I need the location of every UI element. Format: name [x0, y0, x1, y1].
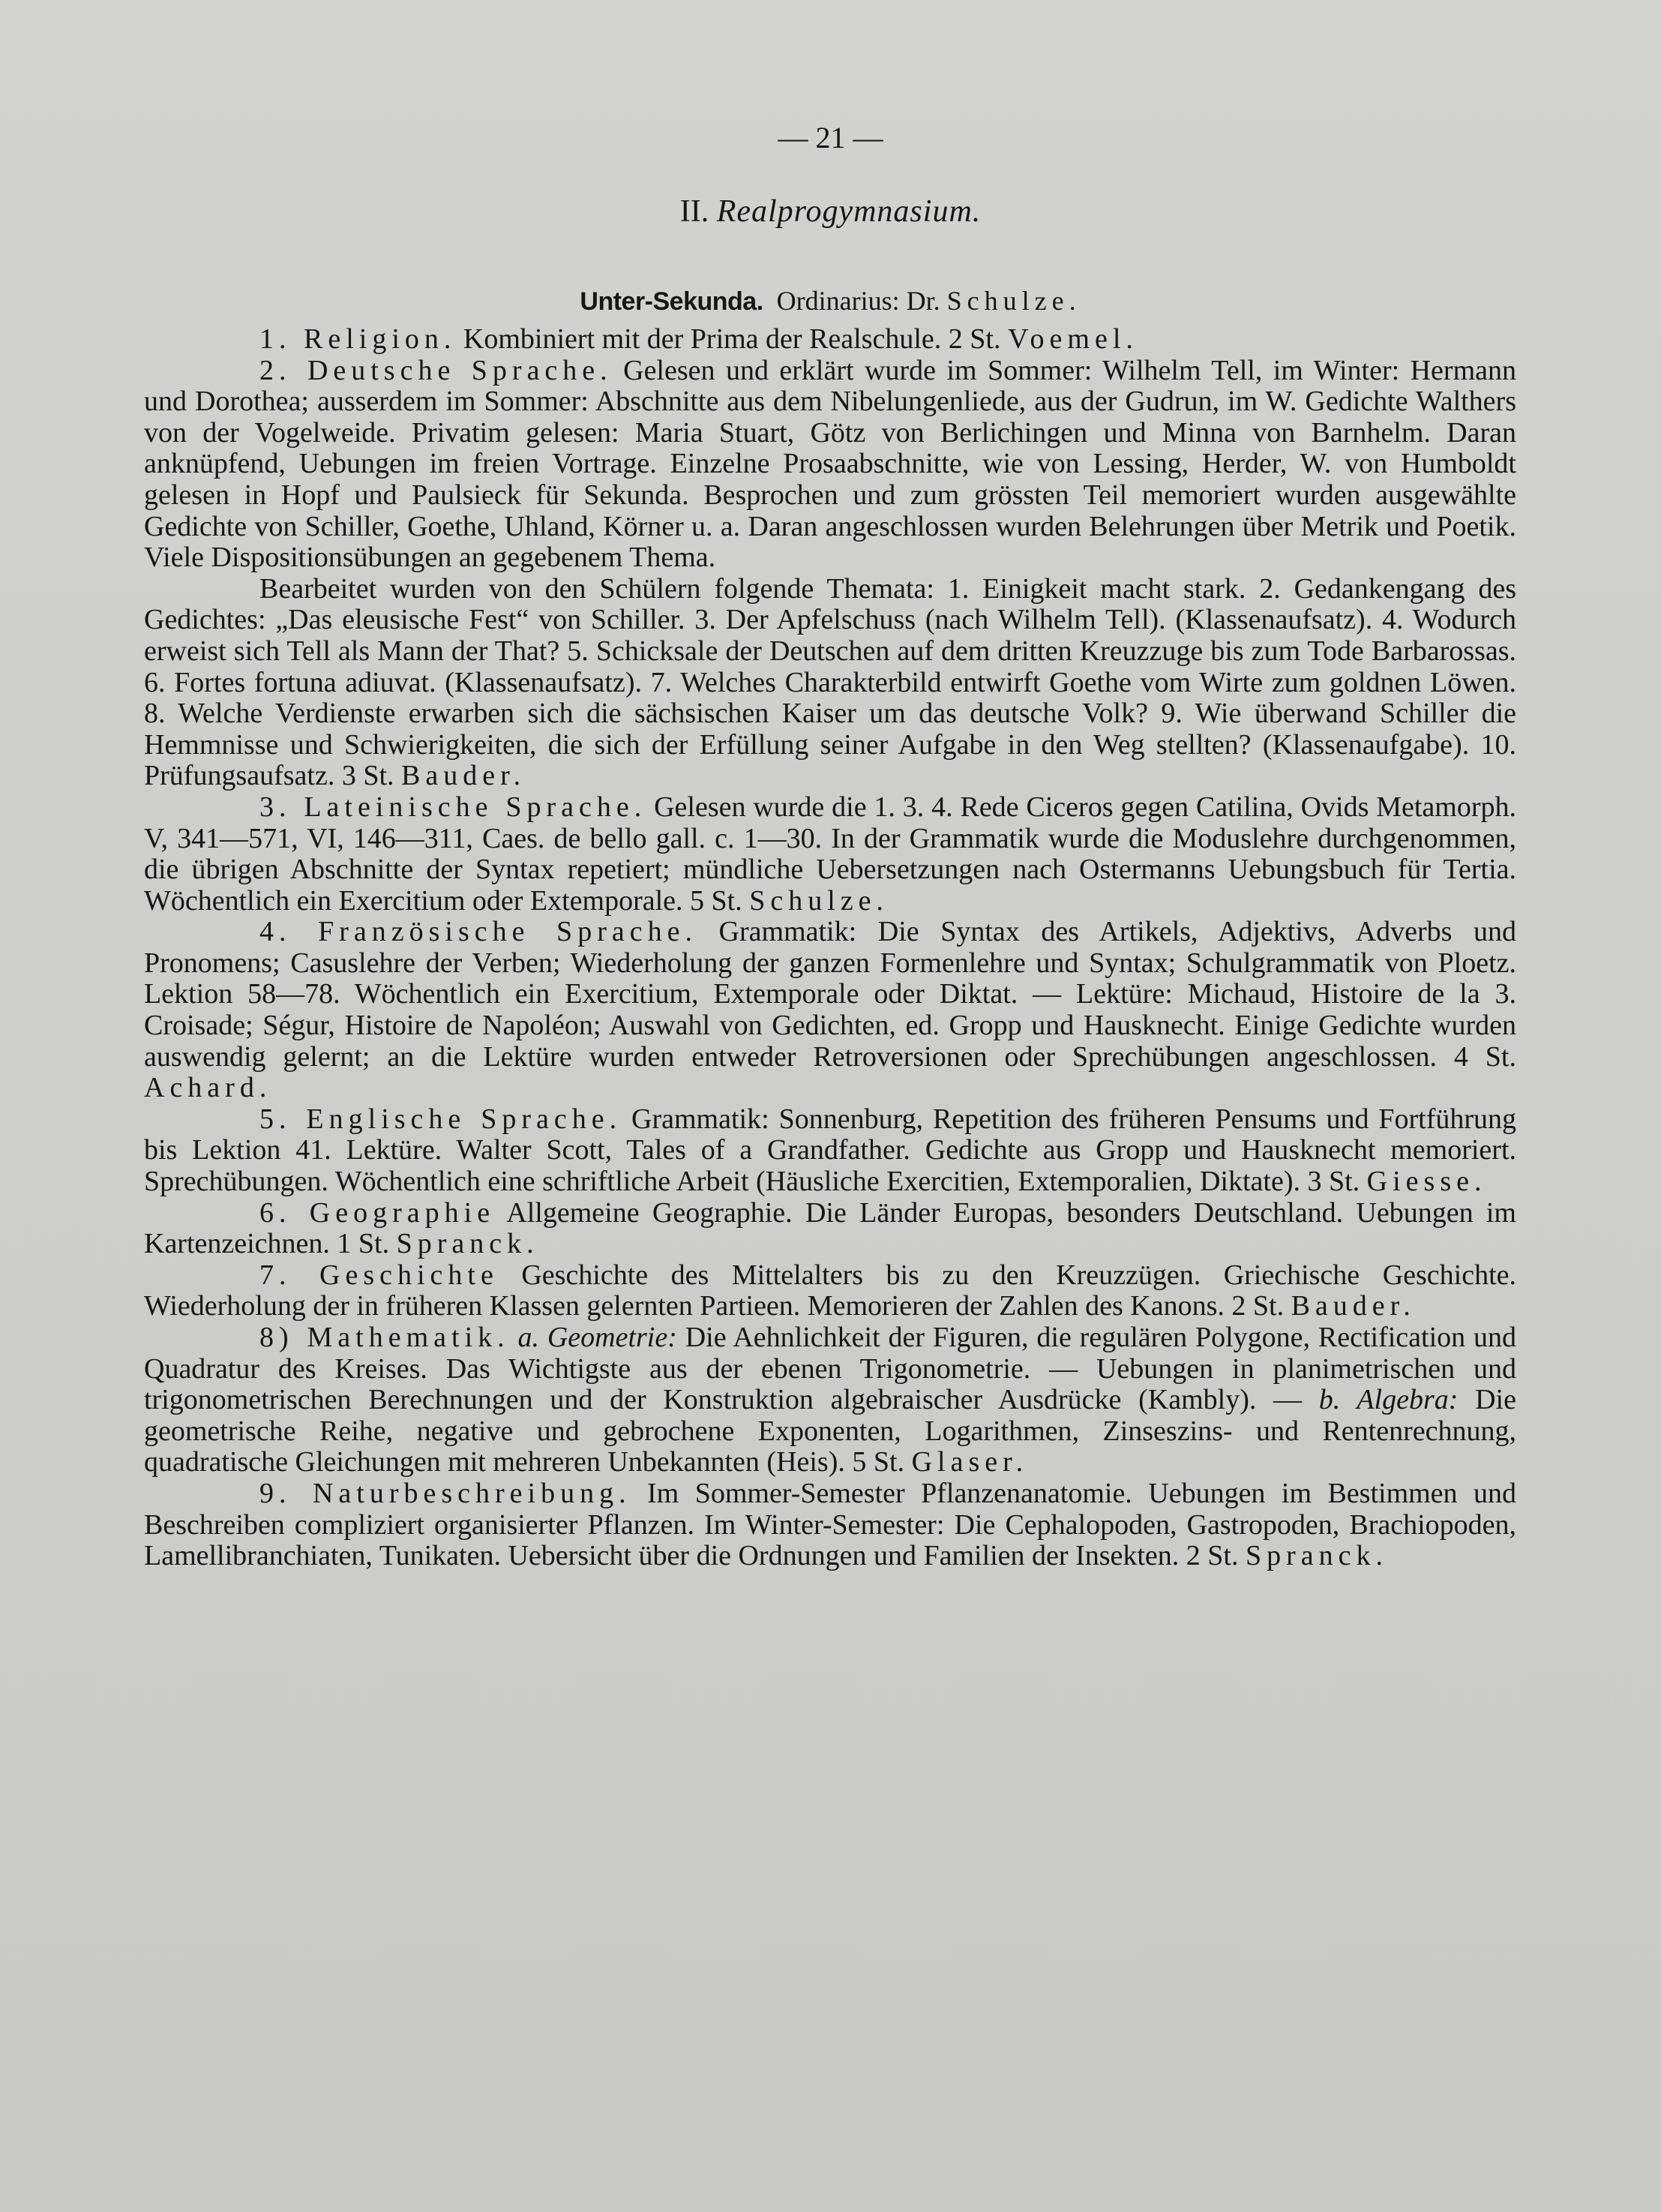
subject-mathematik [144, 1322, 1516, 1478]
subject-part-a-label: a. Geometrie: [517, 1322, 677, 1353]
class-name: Unter-Sekunda. [580, 287, 763, 316]
ordinarius-name: Schulze. [946, 286, 1081, 316]
subject-part-b-label: b. Algebra: [1318, 1384, 1459, 1416]
subject-part-a-text: Die Aehnlichkeit der Figuren, die regulären Polygone, Rectification und Quadratur des Kreises. Das Wichtigste aus der ebenen Trigonometrie. — Uebungen in planimetrischen und trigonometrischen Berechnungen und der Konstruktion algebraischer Ausdrücke (Kambly). — [144, 1322, 1516, 1416]
subject-name: 7. Geschichte [259, 1259, 499, 1291]
subject-teacher: Spranck. [396, 1228, 539, 1260]
section-title: Realprogymnasium. [716, 194, 982, 229]
subject-teacher: Voemel. [1007, 323, 1138, 355]
class-heading [0, 285, 1661, 317]
subject-text: Gelesen und erklärt wurde im Sommer: Wilhelm Tell, im Winter: Hermann und Dorothea; ausserdem im Sommer: Abschnitte aus dem Nibelungenliede, aus der Gudrun, im W. Gedichte Walthers von der Vogelweide. Privatim gelesen: Maria Stuart, Götz von Berlichingen und Minna von Barnhelm. Daran anknüpfend, Uebungen im freien Vortrage. Einzelne Prosaabschnitte, wie von Lessing, Herder, W. von Humboldt gelesen in Hopf und Paulsieck für Sekunda. Besprochen und zum grössten Teil memoriert wurden ausgewählte Gedichte von Schiller, Goethe, Uhland, Körner u. a. Daran angeschlossen wurden Belehrungen über Metrik und Poetik. Viele Dispositionsübungen an gegebenem Thema. [144, 354, 1516, 574]
page-number: — 21 — [778, 121, 883, 155]
subject-teacher: Bauder. [401, 760, 526, 792]
subject-teacher: Bauder. [1291, 1290, 1416, 1322]
subject-name: 6. Geographie [259, 1196, 496, 1229]
subject-name: 8) Mathematik. [259, 1322, 510, 1353]
subject-geographie [144, 1198, 1516, 1260]
subject-text: Bearbeitet wurden von den Schülern folgende Themata: 1. Einigkeit macht stark. 2. Gedankengang des Gedichtes: „Das eleusische Fest“ von Schiller. 3. Der Apfelschuss (nach Wilhelm Tell). (Klassenaufsatz). 4. Wodurch erweist sich Tell als Mann der That? 5. Schicksale der Deutschen auf dem dritten Kreuzzuge bis zum Tode Barbarossas. 6. Fortes fortuna adiuvat. (Klassenaufsatz). 7. Welches Charakterbild entwirft Goethe vom Wirte zum goldnen Löwen. 8. Welche Verdienste erwarben sich die sächsischen Kaiser um das deutsche Volk? 9. Wie überwand Schiller die Hemmnisse und Schwierigkeiten, die sich der Erfüllung seiner Aufgabe in den Weg stellten? (Klassenaufgabe). 10. Prüfungsaufsatz. 3 St. [144, 572, 1516, 792]
subject-religion [144, 324, 1516, 356]
subject-text: Allgemeine Geographie. Die Länder Europas, besonders Deutschland. Uebungen im Kartenzeichnen. 1 St. [144, 1196, 1516, 1260]
subject-teacher: Glaser. [911, 1446, 1029, 1478]
subject-naturbeschreibung [144, 1478, 1516, 1572]
subject-text: Geschichte des Mittelalters bis zu den Kreuzzügen. Griechische Geschichte. Wiederholung der in früheren Klassen gelernten Partieen. Memorieren der Zahlen des Kanons. 2 St. [144, 1259, 1516, 1322]
subject-teacher: Schulze. [749, 884, 889, 917]
subject-name: 9. Naturbeschreibung. [259, 1477, 631, 1509]
section-numeral: II. [679, 194, 709, 229]
ordinarius-title: Dr. [906, 286, 940, 316]
subject-deutsch-themata [144, 574, 1516, 792]
subject-teacher: Giesse. [1366, 1166, 1487, 1198]
subject-name: 4. Französische Sprache. [259, 916, 697, 948]
subject-teacher: Spranck. [1246, 1540, 1389, 1572]
subject-text: Im Sommer-Semester Pflanzenanatomie. Uebungen im Bestimmen und Beschreiben compliziert organisierter Pflanzen. Im Winter-Semester: Die Cephalopoden, Gastropoden, Brachiopoden, Lamellibranchiaten, Tunikaten. Uebersicht über die Ordnungen und Familien der Insekten. 2 St. [144, 1477, 1516, 1572]
subject-text: Grammatik: Die Syntax des Artikels, Adjektivs, Adverbs und Pronomens; Casuslehre der Verben; Wiederholung der ganzen Formenlehre und Syntax; Schulgrammatik von Ploetz. Lektion 58—78. Wöchentlich ein Exercitium, Extemporale oder Diktat. — Lektüre: Michaud, Histoire de la 3. Croisade; Ségur, Histoire de Napoléon; Auswahl von Gedichten, ed. Gropp und Hausknecht. Einige Gedichte wurden auswendig gelernt; an die Lektüre wurden entweder Retroversionen oder Sprechübungen angeschlossen. 4 St. [144, 916, 1516, 1073]
curriculum-body [144, 324, 1516, 1572]
subject-geschichte [144, 1260, 1516, 1322]
subject-name: 1. Religion. [259, 323, 457, 355]
subject-name: 3. Lateinische Sprache. [259, 791, 647, 823]
section-heading [0, 194, 1661, 230]
subject-text: Kombiniert mit der Prima der Realschule. 2 St. [463, 323, 1001, 355]
subject-text: Grammatik: Sonnenburg, Repetition des früheren Pensums und Fortführung bis Lektion 41. Lektüre. Walter Scott, Tales of a Grandfather. Gedichte aus Gropp und Hausknecht memoriert. Sprechübungen. Wöchentlich eine schriftliche Arbeit (Häusliche Exercitien, Extemporalien, Diktate). 3 St. [144, 1103, 1517, 1198]
subject-part-b-text: Die geometrische Reihe, negative und gebrochene Exponenten, Logarithmen, Zinseszins- und Rentenrechnung, quadratische Gleichungen mit mehreren Unbekannten (Heis). 5 St. [144, 1384, 1516, 1478]
subject-name: 5. Englische Sprache. [259, 1103, 622, 1135]
subject-deutsch [144, 356, 1516, 574]
subject-franzoesisch [144, 917, 1516, 1104]
subject-text: Gelesen wurde die 1. 3. 4. Rede Ciceros gegen Catilina, Ovids Metamorph. V, 341—571, VI, 146—311, Caes. de bello gall. c. 1—30. In der Grammatik wurde die Moduslehre durchgenommen, die übrigen Abschnitte der Syntax repetiert; mündliche Uebersetzungen nach Ostermanns Uebungsbuch für Tertia. Wöchentlich ein Exercitium oder Extemporale. 5 St. [144, 791, 1516, 917]
subject-englisch [144, 1104, 1516, 1198]
subject-latein [144, 792, 1516, 917]
subject-teacher: Achard. [144, 1072, 272, 1104]
subject-name: 2. Deutsche Sprache. [259, 354, 613, 386]
ordinarius-label: Ordinarius: [776, 286, 900, 316]
